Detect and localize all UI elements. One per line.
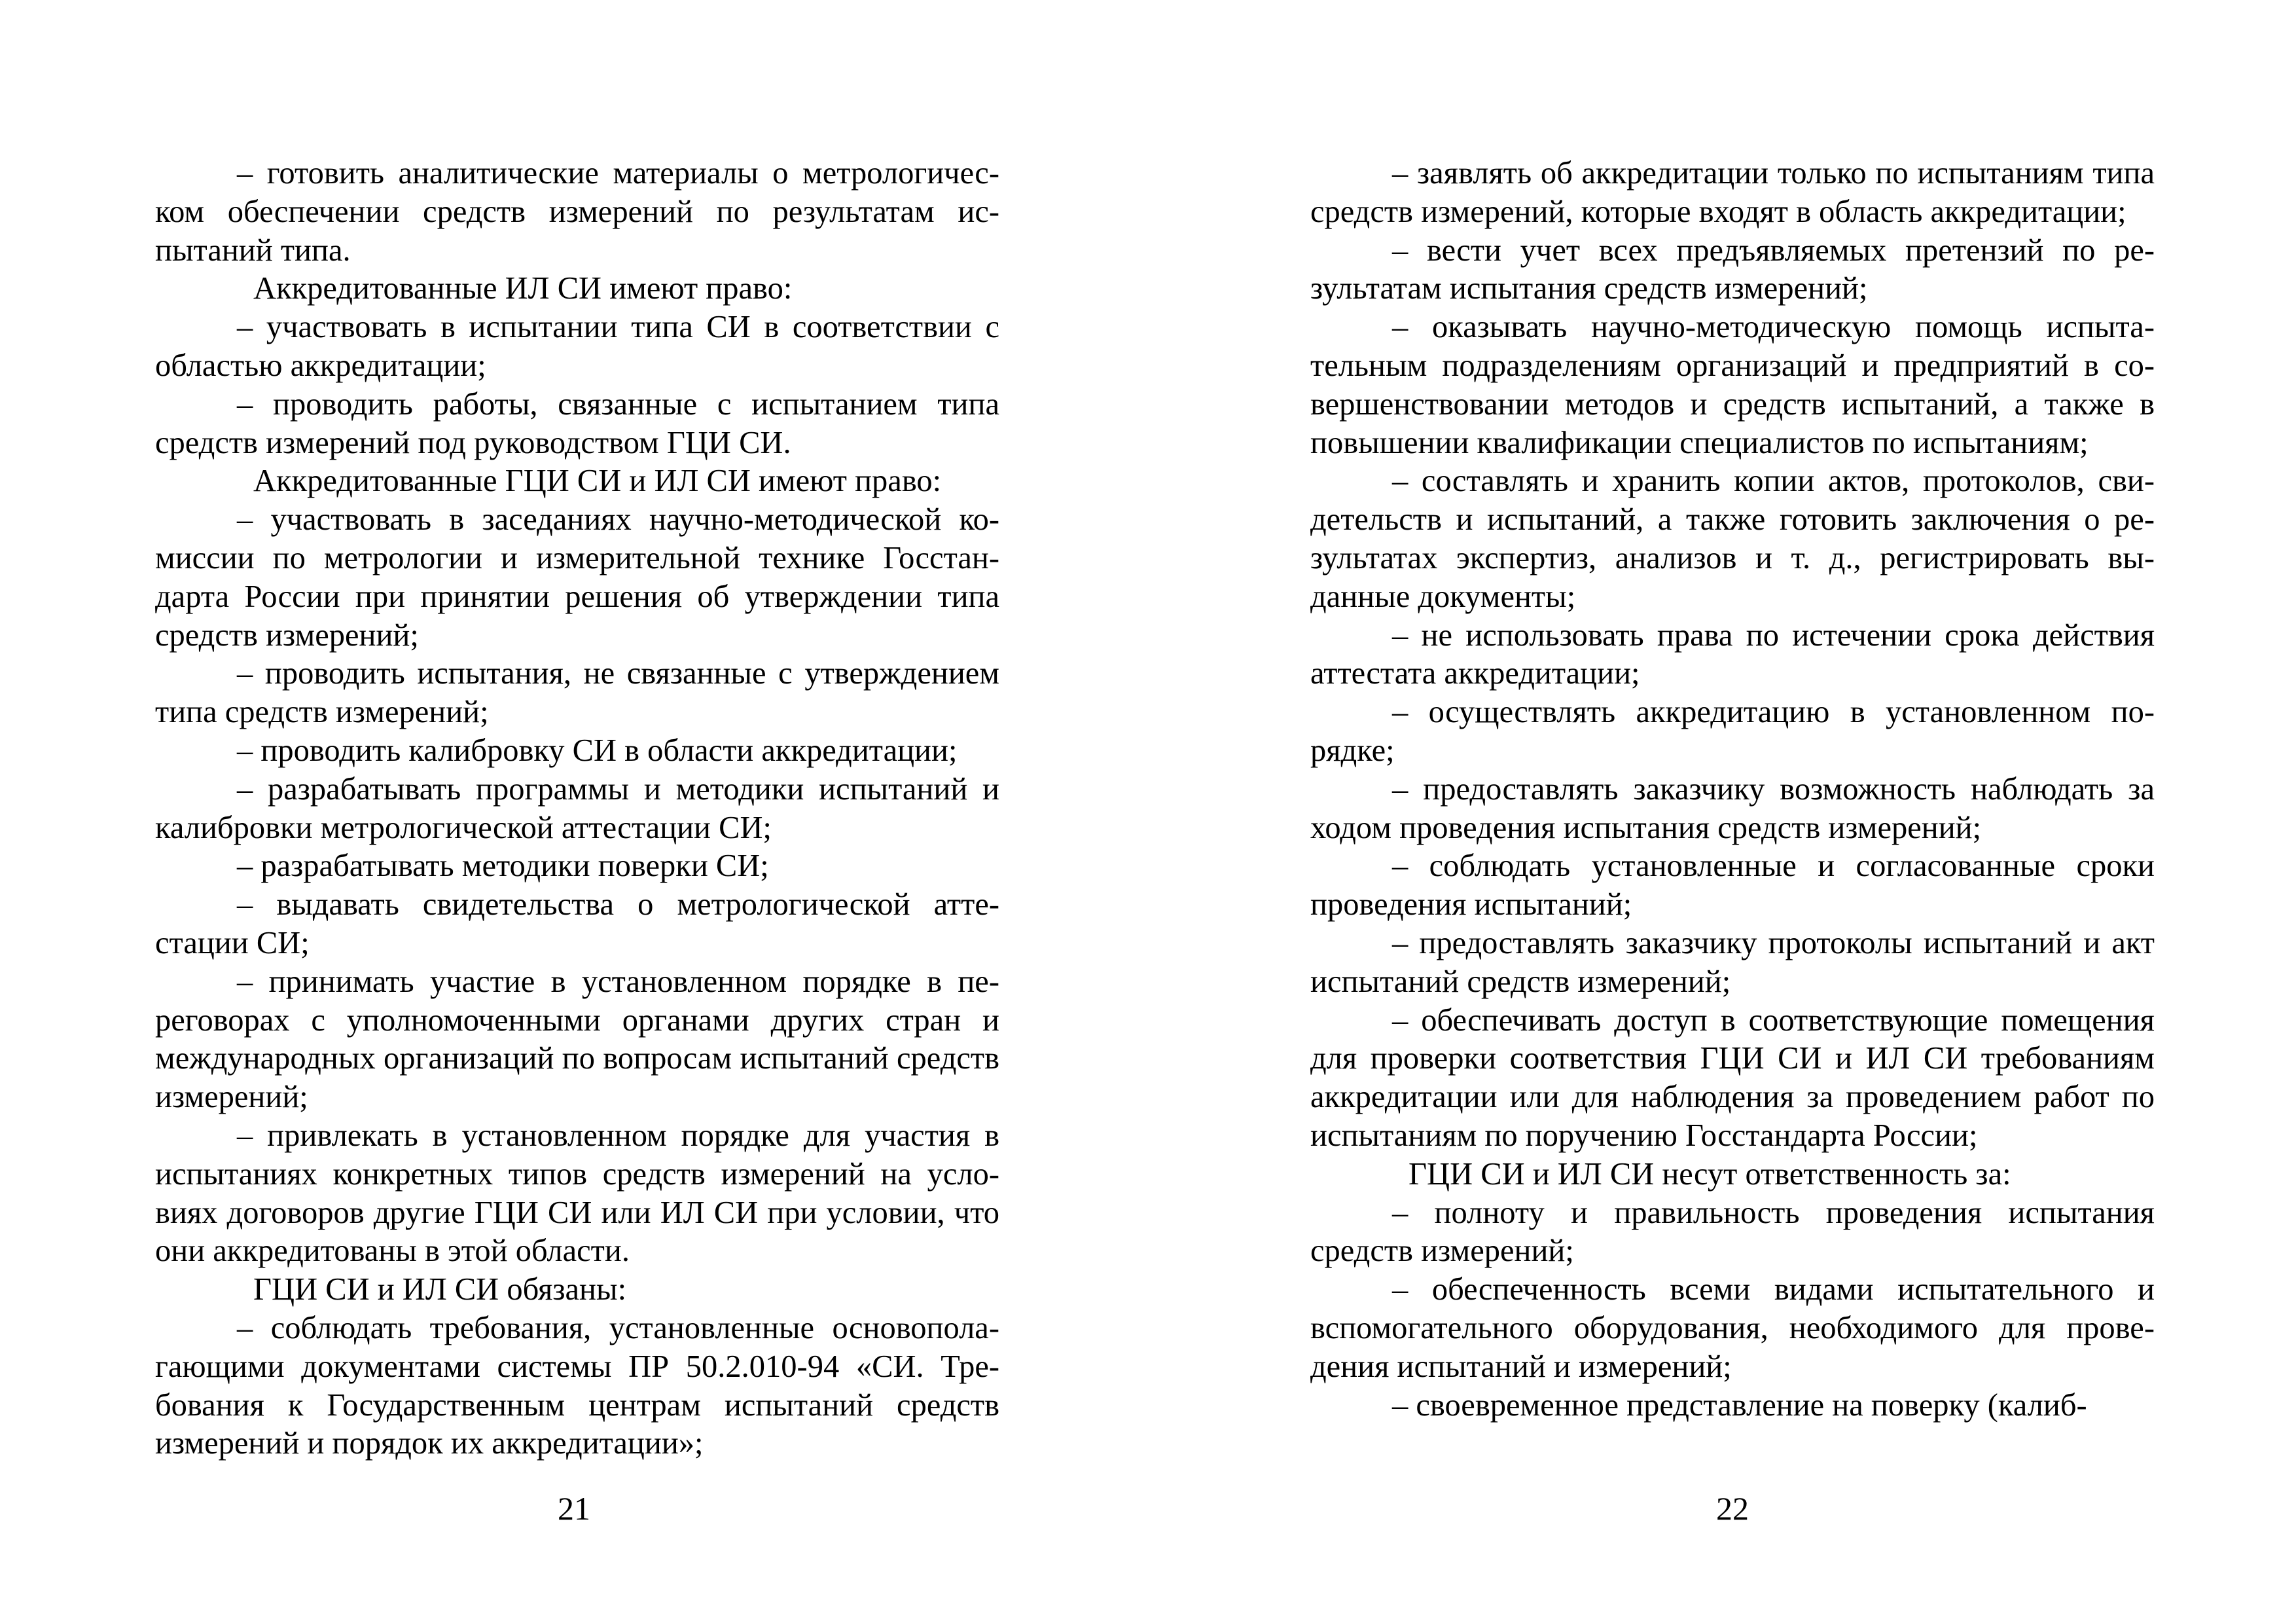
right-page-text — [1310, 155, 2155, 1425]
section-heading: Аккредитованные ИЛ СИ имеют право: — [253, 271, 793, 306]
paragraph: – проводить испытания, не связанные с утверждением типа средств измерений; — [155, 656, 999, 730]
left-page-text — [155, 155, 999, 1463]
paragraph: – не использовать права по истечении срока действия аттестата аккредитации; — [1310, 617, 2155, 691]
paragraph: – соблюдать установленные и согласованные сроки проведения испытаний; — [1310, 848, 2155, 922]
page-number: 21 — [558, 1490, 590, 1527]
paragraph: – обеспеченность всеми видами испытательного и вспомогательного оборудования, необходимого для проведения испытаний и измерений; — [1310, 1272, 2155, 1384]
paragraph: – предоставлять заказчику возможность наблюдать за ходом проведения испытания средств измерений; — [1310, 771, 2155, 845]
paragraph: – готовить аналитические материалы о метрологическом обеспечении средств измерений по результатам испытаний типа. — [155, 156, 999, 268]
paragraph: – своевременное представление на поверку (калиб- — [1392, 1387, 2087, 1423]
paragraph: – участвовать в заседаниях научно-методической комиссии по метрологии и измерительной технике Госстандарта России при принятии решения об утверждении типа средств измерений; — [155, 502, 999, 653]
paragraph: – составлять и хранить копии актов, протоколов, свидетельств и испытаний, а также готовить заключения о результатах экспертиз, анализов и т. д., регистрировать выданные документы; — [1310, 464, 2155, 614]
paragraph: – разрабатывать методики поверки СИ; — [237, 848, 769, 884]
section-heading: Аккредитованные ГЦИ СИ и ИЛ СИ имеют право: — [253, 464, 942, 499]
right-page — [1148, 0, 2296, 1623]
paragraph: – оказывать научно-методическую помощь испытательным подразделениям организаций и предприятий в совершенствовании методов и средств испытаний, а также в повышении квалификации специалистов по испытаниям; — [1310, 310, 2155, 460]
paragraph: – привлекать в установленном порядке для участия в испытаниях конкретных типов средств измерений на условиях договоров другие ГЦИ СИ или ИЛ СИ при условии, что они аккредитованы в этой области. — [155, 1118, 999, 1269]
paragraph: – полноту и правильность проведения испытания средств измерений; — [1310, 1195, 2155, 1269]
paragraph: – заявлять об аккредитации только по испытаниям типа средств измерений, которые входят в область аккредитации; — [1310, 156, 2155, 229]
paragraph: – осуществлять аккредитацию в установленном порядке; — [1310, 695, 2155, 768]
paragraph: – разрабатывать программы и методики испытаний и калибровки метрологической аттестации СИ; — [155, 771, 999, 845]
paragraph: – обеспечивать доступ в соответствующие помещения для проверки соответствия ГЦИ СИ и ИЛ СИ требованиям аккредитации или для наблюдения за проведением работ по испытаниям по поручению Госстандарта России; — [1310, 1002, 2155, 1153]
paragraph: – вести учет всех предъявляемых претензий по результатам испытания средств измерений; — [1310, 232, 2155, 306]
paragraph: – проводить работы, связанные с испытанием типа средств измерений под руководством ГЦИ СИ. — [155, 386, 999, 460]
page-number: 22 — [1716, 1490, 1749, 1527]
section-heading: ГЦИ СИ и ИЛ СИ обязаны: — [253, 1272, 627, 1307]
paragraph: – выдавать свидетельства о метрологической аттестации СИ; — [155, 887, 999, 960]
paragraph: – принимать участие в установленном порядке в переговорах с уполномоченными органами других стран и международных организаций по вопросам испытаний средств измерений; — [155, 964, 999, 1115]
paragraph: – предоставлять заказчику протоколы испытаний и акт испытаний средств измерений; — [1310, 925, 2155, 999]
paragraph: – проводить калибровку СИ в области аккредитации; — [237, 733, 958, 768]
paragraph: – соблюдать требования, установленные основополагающими документами системы ПР 50.2.010-94 «СИ. Требования к Государственным центрам испытаний средств измерений и порядок их аккредитации»; — [155, 1310, 999, 1461]
section-heading: ГЦИ СИ и ИЛ СИ несут ответственность за: — [1408, 1156, 2011, 1192]
paragraph: – участвовать в испытании типа СИ в соответствии с областью аккредитации; — [155, 310, 999, 383]
